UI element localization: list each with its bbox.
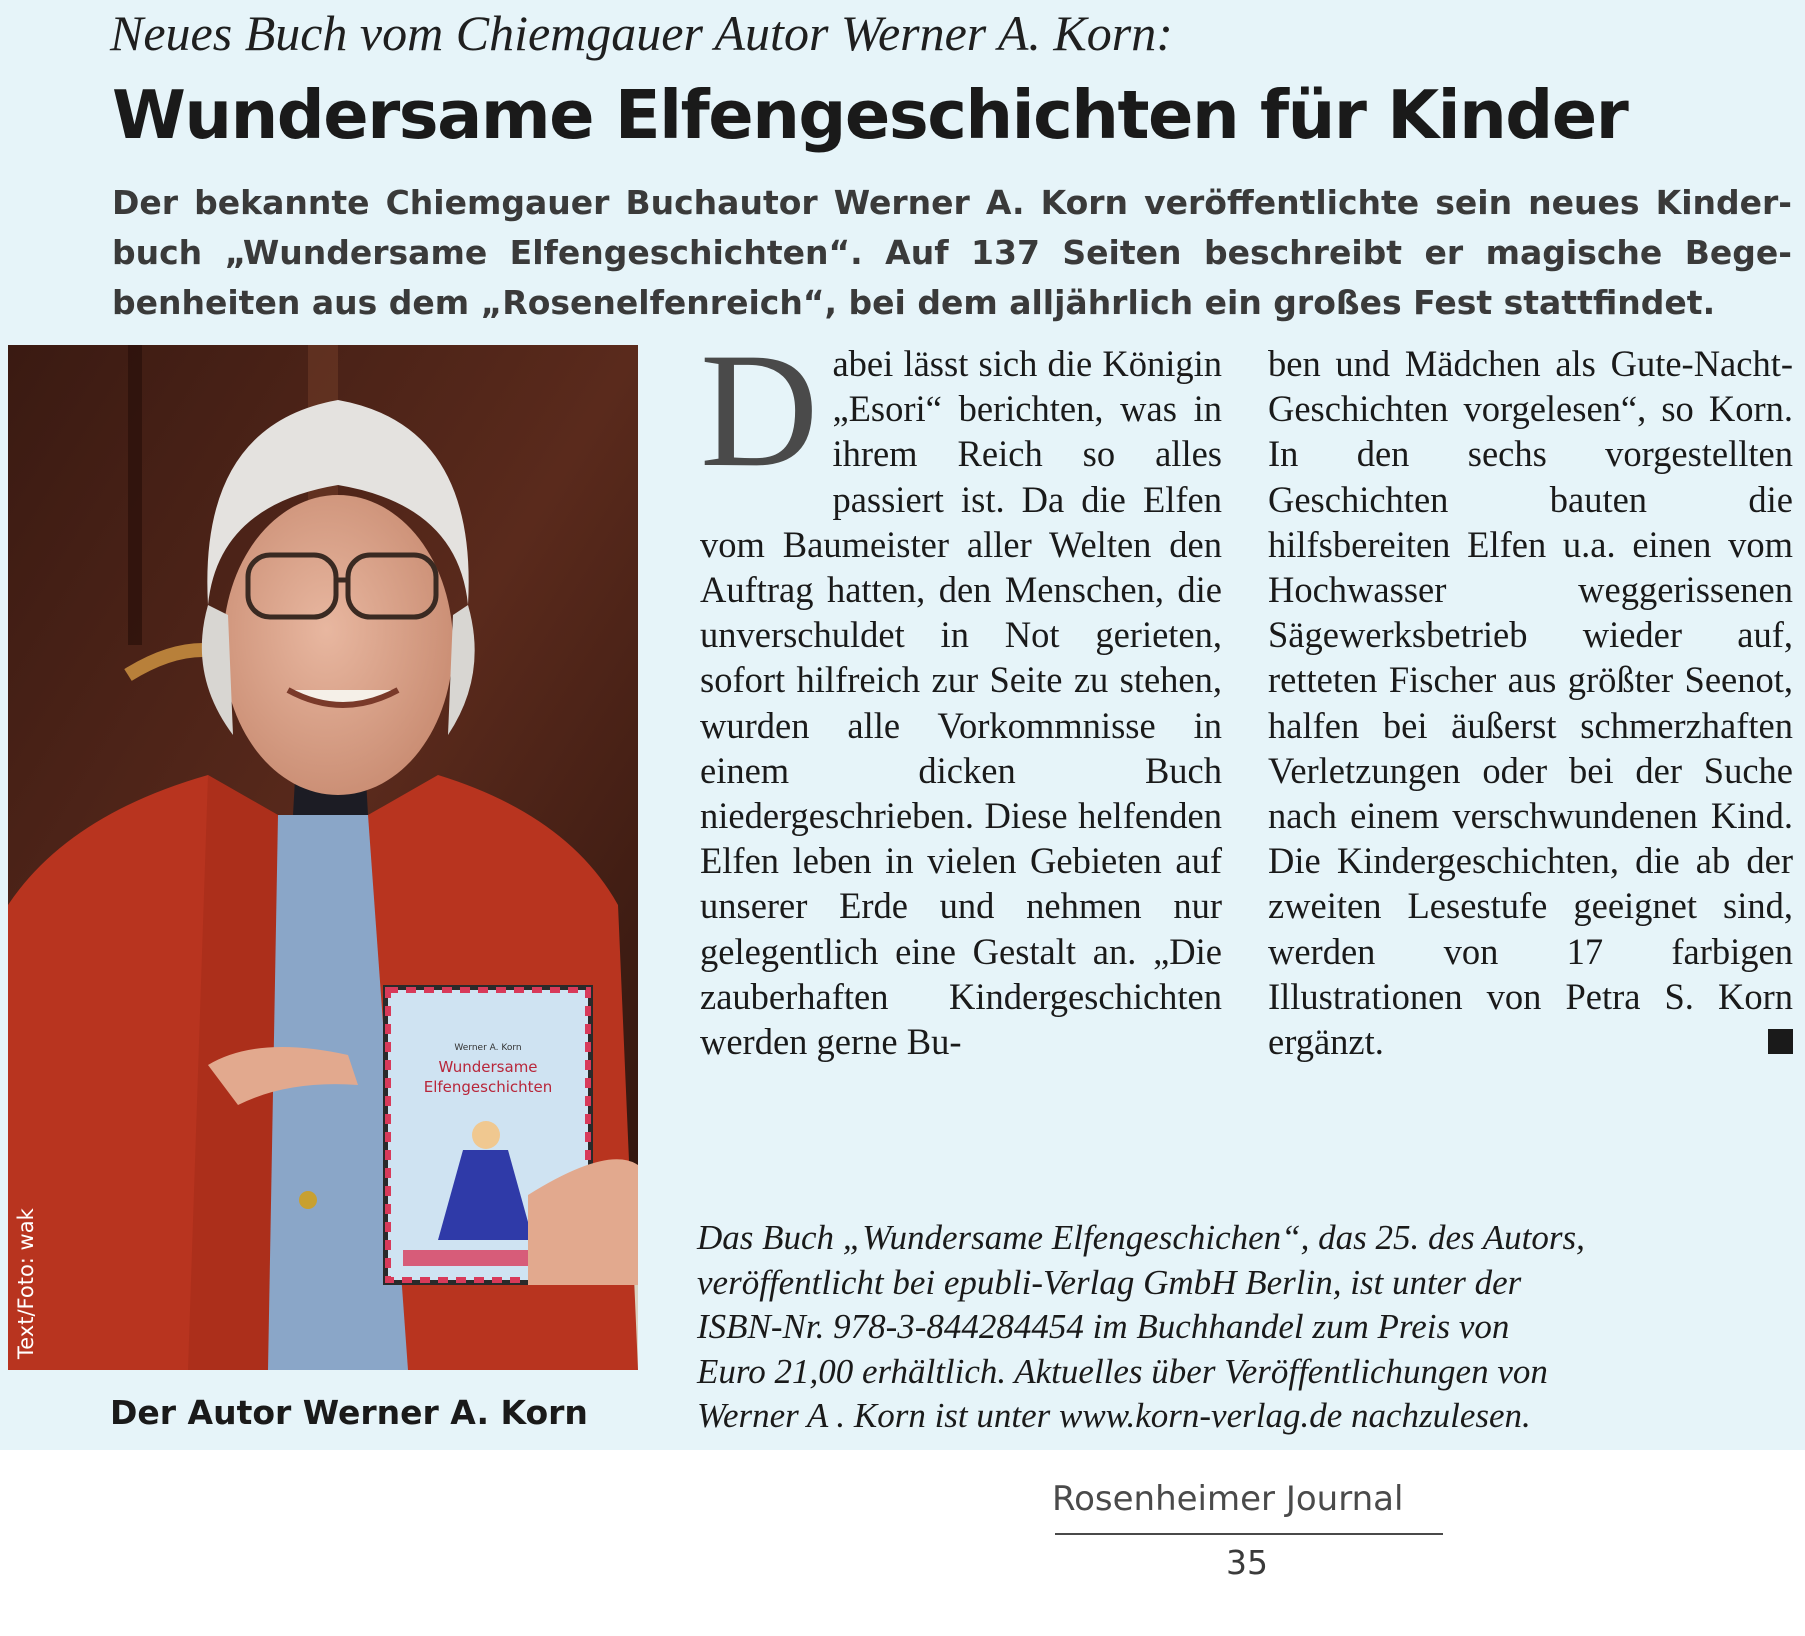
lead-line: buch „Wundersame Elfengeschichten“. Auf 137 Seiten beschreibt er magische Bege- <box>112 233 1792 272</box>
article-column-1 <box>700 320 1222 1064</box>
info-line: ISBN-Nr. 978-3-844284454 im Buchhandel zum Preis von <box>697 1307 1510 1346</box>
info-line: veröffentlicht bei epubli-Verlag GmbH Berlin, ist unter der <box>697 1262 1522 1302</box>
article-headline: Wundersame Elfengeschichten für Kinder <box>112 76 1628 154</box>
footer-rule <box>1055 1533 1443 1535</box>
book-cover-title: Wundersame <box>438 1058 538 1076</box>
article-column-2 <box>1268 341 1793 1064</box>
info-line: Das Buch „Wundersame Elfengeschichen“, das 25. des Autors, <box>697 1218 1585 1257</box>
column-2-text: ben und Mädchen als Gute-Nacht-Geschichten vorgelesen“, so Korn. In den sechs vorgestellten Geschichten bauten die hilfsbereiten Elfen u.a. einen vom Hochwasser weggerissenen Sägewerksbetrieb wieder auf, retteten Fischer aus größter Seenot, halfen bei äußerst schmerzhaften Verletzungen oder bei der Suche nach einem verschwundenen Kind. Die Kindergeschichten, die ab der zweiten Lesestufe geeignet sind, werden von 17 farbigen Illustrationen von Petra S. Korn ergänzt. <box>1268 343 1793 1063</box>
photo-credit: Text/Foto: wak <box>14 1208 38 1359</box>
info-line: Euro 21,00 erhältlich. Aktuelles über Veröffentlichungen von <box>697 1351 1548 1391</box>
book-cover-title: Elfengeschichten <box>423 1078 553 1096</box>
author-photo <box>8 345 638 1370</box>
lead-line: benheiten aus dem „Rosenelfenreich“, bei dem alljährlich ein großes Fest stattfindet. <box>112 283 1716 322</box>
page-number: 35 <box>1226 1543 1268 1582</box>
publication-name: Rosenheimer Journal <box>1052 1479 1404 1519</box>
drop-cap: D <box>700 320 819 501</box>
article-lead <box>112 178 1792 328</box>
lead-line: Der bekannte Chiemgauer Buchautor Werner A. Korn veröffentlichte sein neues Kinder- <box>112 183 1792 222</box>
end-of-article-square-icon <box>1768 1029 1793 1054</box>
book-cover-author: Werner A. Korn <box>454 1043 522 1053</box>
book-info-box <box>697 1216 1797 1439</box>
info-line: Werner A . Korn ist unter www.korn-verlag.de nachzulesen. <box>697 1396 1531 1435</box>
column-1-text: abei lässt sich die Königin „Esori“ berichten, was in ihrem Reich so alles passiert ist. Da die Elfen vom Baumeister aller Welten den Auftrag hatten, den Menschen, die unverschuldet in Not gerieten, sofort hilfreich zur Seite zu stehen, wurden alle Vorkommnisse in einem dicken Buch niedergeschrieben. Diese helfenden Elfen leben in vielen Gebieten auf unserer Erde und nehmen nur gelegentlich eine Gestalt an. „Die zauberhaften Kindergeschichten werden gerne Bu- <box>700 343 1222 1063</box>
article-kicker: Neues Buch vom Chiemgauer Autor Werner A. Korn: <box>110 5 1173 61</box>
photo-caption: Der Autor Werner A. Korn <box>110 1393 588 1432</box>
